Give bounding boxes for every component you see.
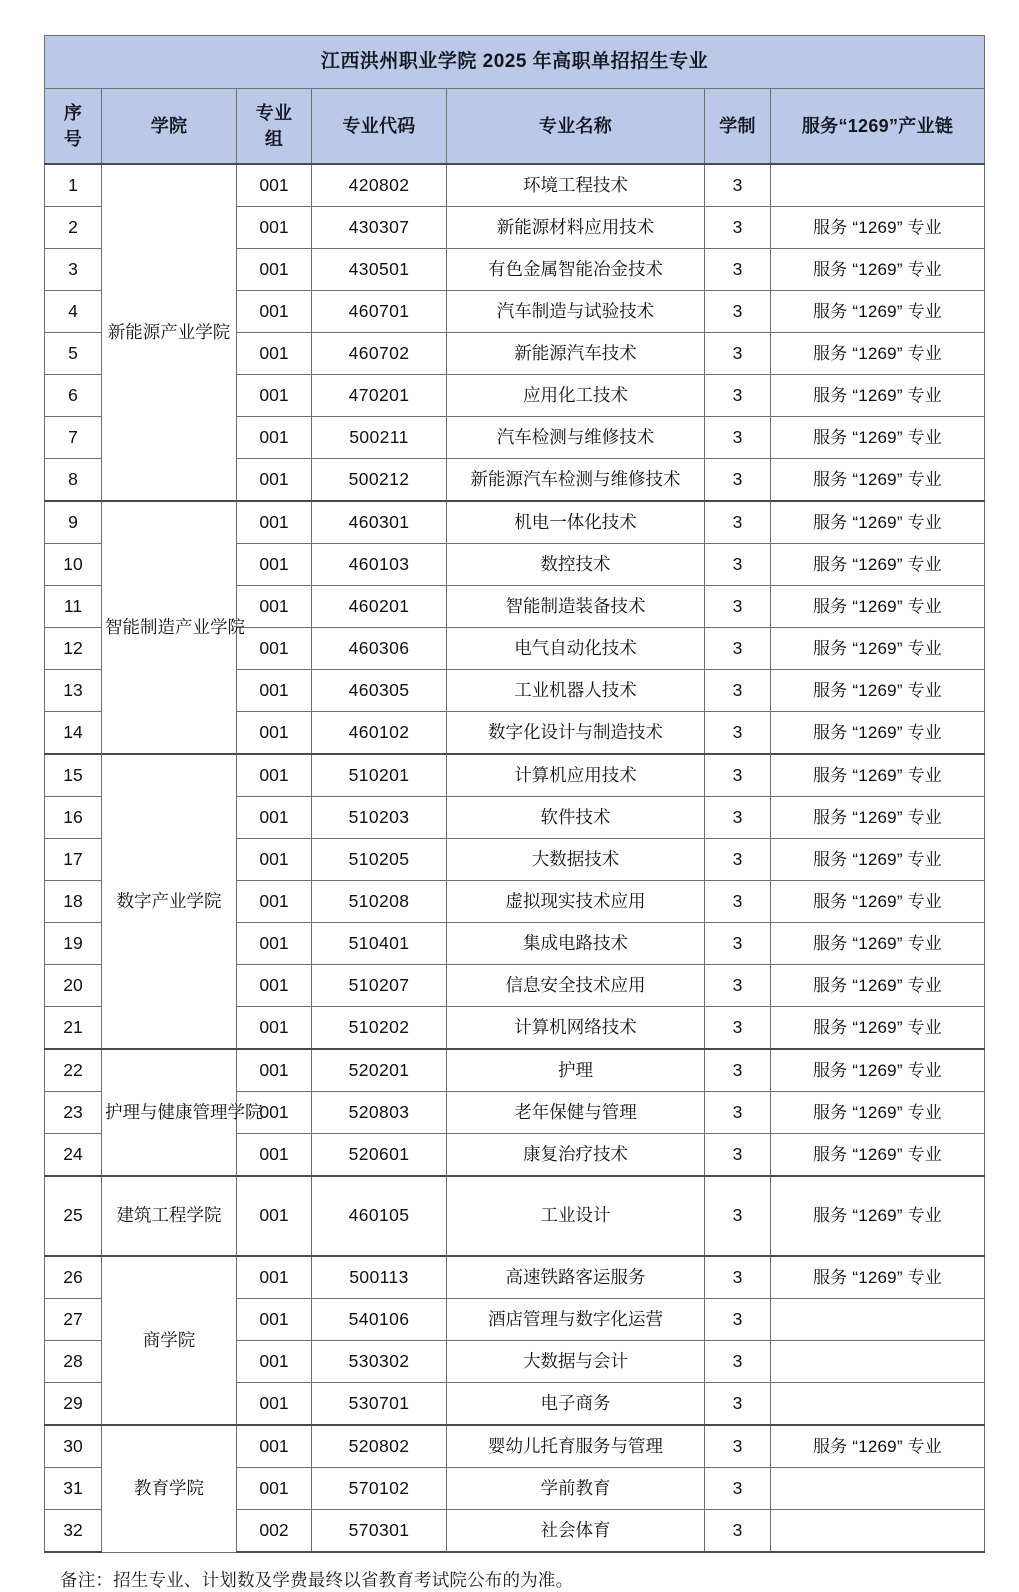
cell-major-group: 001	[237, 1007, 312, 1050]
cell-industry-chain: 服务 “1269” 专业	[771, 712, 985, 755]
cell-study-years: 3	[705, 1299, 771, 1341]
header-row	[45, 89, 985, 165]
cell-major-name: 高速铁路客运服务	[447, 1256, 705, 1299]
cell-study-years: 3	[705, 712, 771, 755]
cell-industry-chain: 服务 “1269” 专业	[771, 754, 985, 797]
cell-sequence-number: 22	[45, 1049, 102, 1092]
cell-industry-chain: 服务 “1269” 专业	[771, 586, 985, 628]
cell-study-years: 3	[705, 291, 771, 333]
cell-major-group: 001	[237, 375, 312, 417]
cell-study-years: 3	[705, 1134, 771, 1177]
cell-major-group: 001	[237, 459, 312, 502]
cell-major-group: 001	[237, 1468, 312, 1510]
cell-major-name: 数控技术	[447, 544, 705, 586]
cell-industry-chain	[771, 1468, 985, 1510]
cell-study-years: 3	[705, 1256, 771, 1299]
cell-major-name: 电气自动化技术	[447, 628, 705, 670]
cell-major-code: 470201	[312, 375, 447, 417]
cell-major-group: 001	[237, 881, 312, 923]
cell-sequence-number: 3	[45, 249, 102, 291]
page-title: 江西洪州职业学院 2025 年高职单招招生专业	[45, 36, 985, 89]
cell-major-name: 电子商务	[447, 1383, 705, 1426]
cell-major-name: 计算机网络技术	[447, 1007, 705, 1050]
cell-study-years: 3	[705, 375, 771, 417]
cell-sequence-number: 9	[45, 501, 102, 544]
cell-industry-chain: 服务 “1269” 专业	[771, 1092, 985, 1134]
cell-sequence-number: 2	[45, 207, 102, 249]
cell-major-group: 001	[237, 586, 312, 628]
cell-sequence-number: 27	[45, 1299, 102, 1341]
cell-major-code: 520803	[312, 1092, 447, 1134]
cell-sequence-number: 28	[45, 1341, 102, 1383]
column-header-college: 学院	[102, 89, 237, 165]
cell-study-years: 3	[705, 754, 771, 797]
cell-sequence-number: 17	[45, 839, 102, 881]
cell-major-group: 001	[237, 797, 312, 839]
cell-study-years: 3	[705, 207, 771, 249]
cell-study-years: 3	[705, 881, 771, 923]
cell-major-code: 570301	[312, 1510, 447, 1553]
table-row	[45, 1256, 985, 1299]
cell-major-group: 001	[237, 1049, 312, 1092]
cell-industry-chain	[771, 164, 985, 207]
cell-sequence-number: 7	[45, 417, 102, 459]
cell-sequence-number: 23	[45, 1092, 102, 1134]
cell-sequence-number: 14	[45, 712, 102, 755]
cell-study-years: 3	[705, 544, 771, 586]
cell-college-name: 建筑工程学院	[102, 1176, 237, 1256]
cell-major-code: 510202	[312, 1007, 447, 1050]
cell-industry-chain: 服务 “1269” 专业	[771, 839, 985, 881]
cell-major-name: 信息安全技术应用	[447, 965, 705, 1007]
cell-industry-chain: 服务 “1269” 专业	[771, 375, 985, 417]
cell-major-group: 001	[237, 1425, 312, 1468]
cell-major-name: 软件技术	[447, 797, 705, 839]
cell-major-name: 新能源汽车检测与维修技术	[447, 459, 705, 502]
cell-major-code: 430501	[312, 249, 447, 291]
cell-major-code: 460301	[312, 501, 447, 544]
cell-study-years: 3	[705, 1049, 771, 1092]
cell-major-group: 001	[237, 1092, 312, 1134]
cell-major-group: 001	[237, 965, 312, 1007]
cell-major-code: 520201	[312, 1049, 447, 1092]
cell-major-code: 510201	[312, 754, 447, 797]
cell-sequence-number: 32	[45, 1510, 102, 1553]
cell-major-name: 智能制造装备技术	[447, 586, 705, 628]
cell-major-name: 酒店管理与数字化运营	[447, 1299, 705, 1341]
cell-major-name: 大数据技术	[447, 839, 705, 881]
cell-major-group: 001	[237, 164, 312, 207]
column-header-code: 专业代码	[312, 89, 447, 165]
column-header-chain: 服务“1269”产业链	[771, 89, 985, 165]
cell-study-years: 3	[705, 797, 771, 839]
cell-sequence-number: 1	[45, 164, 102, 207]
cell-sequence-number: 5	[45, 333, 102, 375]
table-row	[45, 1049, 985, 1092]
cell-major-name: 工业设计	[447, 1176, 705, 1256]
cell-industry-chain: 服务 “1269” 专业	[771, 923, 985, 965]
cell-college-name: 数字产业学院	[102, 754, 237, 1049]
cell-major-name: 新能源材料应用技术	[447, 207, 705, 249]
cell-industry-chain: 服务 “1269” 专业	[771, 1425, 985, 1468]
cell-major-name: 老年保健与管理	[447, 1092, 705, 1134]
cell-major-name: 学前教育	[447, 1468, 705, 1510]
cell-industry-chain: 服务 “1269” 专业	[771, 1007, 985, 1050]
cell-sequence-number: 21	[45, 1007, 102, 1050]
cell-sequence-number: 19	[45, 923, 102, 965]
cell-major-code: 520802	[312, 1425, 447, 1468]
cell-sequence-number: 6	[45, 375, 102, 417]
cell-sequence-number: 20	[45, 965, 102, 1007]
cell-college-name: 教育学院	[102, 1425, 237, 1552]
cell-industry-chain: 服务 “1269” 专业	[771, 797, 985, 839]
cell-sequence-number: 15	[45, 754, 102, 797]
cell-major-name: 汽车制造与试验技术	[447, 291, 705, 333]
cell-major-code: 510207	[312, 965, 447, 1007]
cell-industry-chain: 服务 “1269” 专业	[771, 333, 985, 375]
cell-industry-chain: 服务 “1269” 专业	[771, 544, 985, 586]
cell-major-code: 530302	[312, 1341, 447, 1383]
cell-major-group: 001	[237, 923, 312, 965]
cell-major-name: 汽车检测与维修技术	[447, 417, 705, 459]
cell-major-code: 500211	[312, 417, 447, 459]
cell-major-code: 460201	[312, 586, 447, 628]
cell-sequence-number: 13	[45, 670, 102, 712]
cell-sequence-number: 29	[45, 1383, 102, 1426]
cell-sequence-number: 12	[45, 628, 102, 670]
cell-major-code: 430307	[312, 207, 447, 249]
cell-study-years: 3	[705, 459, 771, 502]
cell-industry-chain: 服务 “1269” 专业	[771, 501, 985, 544]
cell-major-name: 护理	[447, 1049, 705, 1092]
cell-major-group: 001	[237, 754, 312, 797]
cell-industry-chain: 服务 “1269” 专业	[771, 1176, 985, 1256]
cell-industry-chain: 服务 “1269” 专业	[771, 459, 985, 502]
cell-major-group: 001	[237, 249, 312, 291]
cell-study-years: 3	[705, 586, 771, 628]
cell-college-name: 商学院	[102, 1256, 237, 1425]
cell-industry-chain	[771, 1299, 985, 1341]
cell-sequence-number: 31	[45, 1468, 102, 1510]
cell-industry-chain: 服务 “1269” 专业	[771, 881, 985, 923]
cell-study-years: 3	[705, 965, 771, 1007]
cell-major-code: 510401	[312, 923, 447, 965]
cell-study-years: 3	[705, 1468, 771, 1510]
cell-major-code: 570102	[312, 1468, 447, 1510]
cell-sequence-number: 16	[45, 797, 102, 839]
cell-industry-chain: 服务 “1269” 专业	[771, 249, 985, 291]
cell-major-name: 大数据与会计	[447, 1341, 705, 1383]
column-header-group-line2: 组	[264, 129, 284, 149]
cell-major-name: 新能源汽车技术	[447, 333, 705, 375]
title-row	[45, 36, 985, 89]
cell-major-code: 460702	[312, 333, 447, 375]
cell-major-name: 康复治疗技术	[447, 1134, 705, 1177]
cell-major-name: 应用化工技术	[447, 375, 705, 417]
cell-sequence-number: 8	[45, 459, 102, 502]
cell-major-name: 机电一体化技术	[447, 501, 705, 544]
cell-sequence-number: 18	[45, 881, 102, 923]
cell-major-code: 460102	[312, 712, 447, 755]
cell-major-name: 数字化设计与制造技术	[447, 712, 705, 755]
cell-major-group: 001	[237, 1256, 312, 1299]
cell-industry-chain: 服务 “1269” 专业	[771, 417, 985, 459]
cell-study-years: 3	[705, 333, 771, 375]
cell-industry-chain	[771, 1383, 985, 1426]
cell-study-years: 3	[705, 1341, 771, 1383]
table-row	[45, 754, 985, 797]
cell-major-code: 460701	[312, 291, 447, 333]
table-row	[45, 1176, 985, 1256]
column-header-group-line1: 专业	[255, 102, 293, 123]
cell-major-group: 001	[237, 1299, 312, 1341]
cell-major-code: 510205	[312, 839, 447, 881]
cell-major-name: 虚拟现实技术应用	[447, 881, 705, 923]
cell-study-years: 3	[705, 1510, 771, 1553]
table-row	[45, 1425, 985, 1468]
cell-study-years: 3	[705, 164, 771, 207]
cell-industry-chain: 服务 “1269” 专业	[771, 1256, 985, 1299]
cell-major-code: 460306	[312, 628, 447, 670]
cell-sequence-number: 30	[45, 1425, 102, 1468]
column-header-seq-line1: 序	[63, 102, 83, 123]
cell-major-group: 001	[237, 1383, 312, 1426]
cell-sequence-number: 4	[45, 291, 102, 333]
cell-industry-chain: 服务 “1269” 专业	[771, 1049, 985, 1092]
cell-study-years: 3	[705, 923, 771, 965]
cell-major-code: 510203	[312, 797, 447, 839]
cell-major-group: 001	[237, 839, 312, 881]
cell-sequence-number: 25	[45, 1176, 102, 1256]
cell-study-years: 3	[705, 249, 771, 291]
cell-industry-chain	[771, 1510, 985, 1553]
cell-major-group: 001	[237, 712, 312, 755]
cell-sequence-number: 24	[45, 1134, 102, 1177]
cell-major-group: 001	[237, 1176, 312, 1256]
cell-major-group: 001	[237, 417, 312, 459]
column-header-years: 学制	[705, 89, 771, 165]
cell-study-years: 3	[705, 670, 771, 712]
column-header-group	[237, 89, 312, 165]
cell-industry-chain: 服务 “1269” 专业	[771, 628, 985, 670]
cell-major-code: 500113	[312, 1256, 447, 1299]
table-row	[45, 164, 985, 207]
cell-industry-chain: 服务 “1269” 专业	[771, 670, 985, 712]
cell-major-code: 460305	[312, 670, 447, 712]
cell-major-group: 001	[237, 501, 312, 544]
column-header-seq	[45, 89, 102, 165]
cell-industry-chain: 服务 “1269” 专业	[771, 1134, 985, 1177]
cell-major-code: 420802	[312, 164, 447, 207]
cell-major-code: 530701	[312, 1383, 447, 1426]
cell-sequence-number: 11	[45, 586, 102, 628]
cell-major-group: 001	[237, 1134, 312, 1177]
cell-sequence-number: 26	[45, 1256, 102, 1299]
table-body	[45, 36, 985, 1553]
cell-major-code: 460103	[312, 544, 447, 586]
cell-major-group: 002	[237, 1510, 312, 1553]
cell-college-name: 护理与健康管理学院	[102, 1049, 237, 1176]
column-header-seq-line2: 号	[63, 129, 83, 149]
cell-major-name: 有色金属智能冶金技术	[447, 249, 705, 291]
cell-major-code: 540106	[312, 1299, 447, 1341]
cell-major-group: 001	[237, 670, 312, 712]
cell-sequence-number: 10	[45, 544, 102, 586]
cell-major-name: 集成电路技术	[447, 923, 705, 965]
cell-major-group: 001	[237, 207, 312, 249]
cell-major-code: 510208	[312, 881, 447, 923]
cell-study-years: 3	[705, 1176, 771, 1256]
column-header-name: 专业名称	[447, 89, 705, 165]
cell-major-name: 婴幼儿托育服务与管理	[447, 1425, 705, 1468]
cell-study-years: 3	[705, 1425, 771, 1468]
cell-industry-chain	[771, 1341, 985, 1383]
cell-major-group: 001	[237, 628, 312, 670]
cell-college-name: 新能源产业学院	[102, 164, 237, 501]
cell-major-code: 500212	[312, 459, 447, 502]
cell-study-years: 3	[705, 501, 771, 544]
cell-industry-chain: 服务 “1269” 专业	[771, 207, 985, 249]
cell-college-name: 智能制造产业学院	[102, 501, 237, 754]
cell-study-years: 3	[705, 839, 771, 881]
cell-major-name: 工业机器人技术	[447, 670, 705, 712]
cell-study-years: 3	[705, 1092, 771, 1134]
cell-major-group: 001	[237, 291, 312, 333]
cell-industry-chain: 服务 “1269” 专业	[771, 291, 985, 333]
cell-major-name: 计算机应用技术	[447, 754, 705, 797]
cell-study-years: 3	[705, 1383, 771, 1426]
footnote: 备注：招生专业、计划数及学费最终以省教育考试院公布的为准。	[60, 1570, 574, 1590]
cell-major-group: 001	[237, 333, 312, 375]
cell-major-code: 520601	[312, 1134, 447, 1177]
cell-study-years: 3	[705, 417, 771, 459]
cell-major-group: 001	[237, 1341, 312, 1383]
cell-study-years: 3	[705, 628, 771, 670]
cell-major-group: 001	[237, 544, 312, 586]
majors-table	[44, 35, 985, 1553]
cell-major-name: 环境工程技术	[447, 164, 705, 207]
cell-major-code: 460105	[312, 1176, 447, 1256]
cell-industry-chain: 服务 “1269” 专业	[771, 965, 985, 1007]
cell-major-name: 社会体育	[447, 1510, 705, 1553]
cell-study-years: 3	[705, 1007, 771, 1050]
table-row	[45, 501, 985, 544]
